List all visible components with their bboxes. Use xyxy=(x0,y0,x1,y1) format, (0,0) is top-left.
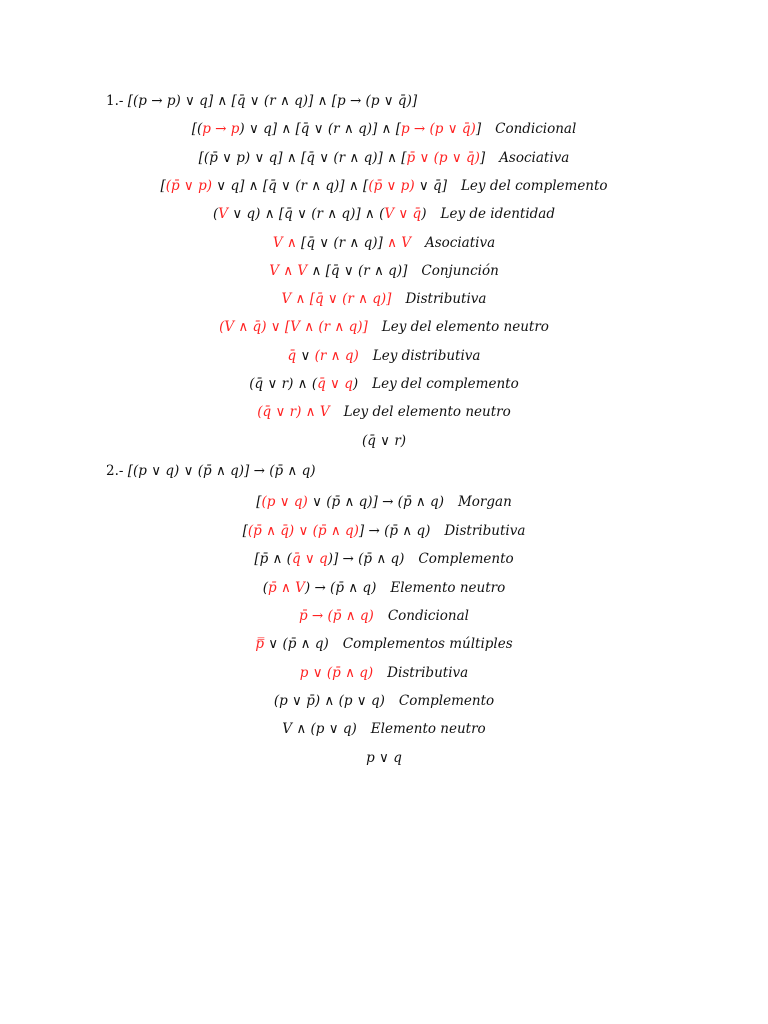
highlighted-term: (p̄ ∨ p) xyxy=(165,178,212,194)
step-expression xyxy=(254,551,404,567)
highlighted-term: (p̄ ∧ q̄) ∨ (p̄ ∧ q) xyxy=(247,523,359,539)
derivation-step xyxy=(0,347,768,365)
derivation-step xyxy=(0,720,768,738)
problem-expression: [(p ∨ q) ∨ (p̄ ∧ q)] → (p̄ ∧ q) xyxy=(123,463,316,479)
term: [( xyxy=(191,121,203,137)
law-label: Elemento neutro xyxy=(370,721,486,737)
term: ] → (p̄ ∧ q) xyxy=(358,523,431,539)
term: ( xyxy=(262,580,269,596)
term: (q̄ ∨ r) ∧ ( xyxy=(249,376,318,392)
derivation-step xyxy=(0,522,768,540)
derivation-step xyxy=(0,290,768,308)
derivation-step xyxy=(0,375,768,393)
derivation-step xyxy=(0,664,768,682)
highlighted-term: (p̄ ∨ p) xyxy=(368,178,415,194)
law-label: Ley del complemento xyxy=(372,376,519,392)
law-label: Ley del complemento xyxy=(460,178,608,194)
highlighted-term: (r ∧ q) xyxy=(314,348,359,364)
derivation-step xyxy=(0,177,768,195)
derivation-step xyxy=(0,550,768,568)
term: [ xyxy=(160,178,166,194)
derivation-step xyxy=(0,318,768,336)
derivation-step xyxy=(0,692,768,710)
term: [p̄ ∧ ( xyxy=(254,551,292,567)
term: ∨ q̄] xyxy=(414,178,447,194)
term: ∧ [q̄ ∨ (r ∧ q)] xyxy=(307,263,408,279)
derivation-step xyxy=(0,635,768,653)
highlighted-term: p → p xyxy=(202,121,240,137)
derivation-step xyxy=(0,403,768,421)
step-expression xyxy=(273,235,411,251)
step-expression xyxy=(160,178,447,194)
law-label: Conjunción xyxy=(421,263,499,279)
highlighted-term: V ∧ xyxy=(272,235,302,251)
law-label: Ley del elemento neutro xyxy=(343,404,511,420)
step-expression xyxy=(269,263,407,279)
term: ] xyxy=(475,121,482,137)
step-expression xyxy=(219,319,368,335)
highlighted-term: p̄ ∨ (p ∨ q̄) xyxy=(406,150,480,166)
step-expression xyxy=(299,608,374,624)
law-label: Complementos múltiples xyxy=(342,636,513,652)
term: [ xyxy=(242,523,248,539)
step-expression xyxy=(192,121,481,137)
step-expression xyxy=(243,523,431,539)
highlighted-term: ∧ V xyxy=(382,235,411,251)
term: ) → (p̄ ∧ q) xyxy=(304,580,377,596)
step-expression xyxy=(255,636,328,652)
law-label: Condicional xyxy=(495,121,577,137)
term: ] xyxy=(479,150,486,166)
highlighted-term: p̄ ∧ V xyxy=(268,580,305,596)
derivation-step xyxy=(0,149,768,167)
highlighted-term: (V ∧ q̄) ∨ [V ∧ (r ∧ q)] xyxy=(219,319,368,335)
term: ∨ q) ∧ [q̄ ∨ (r ∧ q)] ∧ ( xyxy=(228,206,385,222)
term: [ xyxy=(256,494,262,510)
highlighted-term: (p ∨ q) xyxy=(261,494,308,510)
term: [(p̄ ∨ p) ∨ q] ∧ [q̄ ∨ (r ∧ q)] ∧ [ xyxy=(198,150,407,166)
derivation-step xyxy=(0,432,768,450)
law-label: Ley de identidad xyxy=(440,206,555,222)
term: ∨ (p̄ ∧ q) xyxy=(264,636,329,652)
law-label: Asociativa xyxy=(425,235,496,251)
law-label: Complemento xyxy=(398,693,495,709)
term: ( xyxy=(213,206,219,222)
term: ∨ (p̄ ∧ q)] → (p̄ ∧ q) xyxy=(307,494,444,510)
derivation-step xyxy=(0,749,768,767)
problem-2-statement xyxy=(106,462,768,480)
step-expression xyxy=(282,721,357,737)
derivation-step xyxy=(0,493,768,511)
highlighted-term: p̿ xyxy=(255,636,264,652)
highlighted-term: q̄ ∨ q xyxy=(291,551,328,567)
step-expression xyxy=(282,291,392,307)
derivation-step xyxy=(0,234,768,252)
problem-1-statement xyxy=(106,92,768,110)
step-expression xyxy=(257,404,329,420)
law-label: Asociativa xyxy=(499,150,570,166)
term: ) ∨ q] ∧ [q̄ ∨ (r ∧ q)] ∧ [ xyxy=(239,121,401,137)
step-expression xyxy=(288,348,359,364)
term: [q̄ ∨ (r ∧ q)] xyxy=(301,235,383,251)
law-label: Complemento xyxy=(418,551,514,567)
term: p ∨ q xyxy=(366,750,402,766)
highlighted-term: V ∧ [q̄ ∨ (r ∧ q)] xyxy=(281,291,392,307)
step-expression xyxy=(366,750,402,766)
term: ) xyxy=(421,206,427,222)
term: )] → (p̄ ∧ q) xyxy=(327,551,405,567)
law-label: Condicional xyxy=(387,608,469,624)
law-label: Distributiva xyxy=(444,523,526,539)
highlighted-term: p̄ → (p̄ ∧ q) xyxy=(298,608,374,624)
step-expression xyxy=(249,376,358,392)
highlighted-term: p ∨ (p̄ ∧ q) xyxy=(299,665,374,681)
step-expression xyxy=(199,150,486,166)
term: (q̄ ∨ r) xyxy=(361,433,407,449)
step-expression xyxy=(362,433,406,449)
term: ∨ q] ∧ [q̄ ∨ (r ∧ q)] ∧ [ xyxy=(212,178,369,194)
derivation-step xyxy=(0,579,768,597)
highlighted-term: q̄ xyxy=(287,348,297,364)
step-expression xyxy=(274,693,385,709)
law-label: Distributiva xyxy=(387,665,469,681)
derivation-step xyxy=(0,120,768,138)
term: (p ∨ p̄) ∧ (p ∨ q) xyxy=(273,693,385,709)
highlighted-term: V ∧ V xyxy=(269,263,308,279)
problem-expression: [(p → p) ∨ q] ∧ [q̄ ∨ (r ∧ q)] ∧ [p → (p ∨ q̄)] xyxy=(123,93,418,109)
law-label: Elemento neutro xyxy=(390,580,506,596)
highlighted-term: V xyxy=(218,206,229,222)
derivation-step xyxy=(0,262,768,280)
derivation-step xyxy=(0,607,768,625)
step-expression xyxy=(300,665,373,681)
step-expression xyxy=(213,206,426,222)
problem-number: 1.- xyxy=(106,93,124,109)
law-label: Distributiva xyxy=(405,291,487,307)
term: V ∧ (p ∨ q) xyxy=(282,721,357,737)
term: ∨ xyxy=(296,348,315,364)
step-expression xyxy=(263,580,377,596)
highlighted-term: p → (p ∨ q̄) xyxy=(401,121,476,137)
law-label: Morgan xyxy=(457,494,512,510)
highlighted-term: V ∨ q̄ xyxy=(384,206,422,222)
step-expression xyxy=(256,494,444,510)
problem-number: 2.- xyxy=(106,463,124,479)
derivation-step xyxy=(0,205,768,223)
highlighted-term: (q̄ ∨ r) ∧ V xyxy=(257,404,330,420)
law-label: Ley del elemento neutro xyxy=(381,319,549,335)
law-label: Ley distributiva xyxy=(372,348,481,364)
highlighted-term: q̄ ∨ q xyxy=(317,376,353,392)
term: ) xyxy=(352,376,359,392)
